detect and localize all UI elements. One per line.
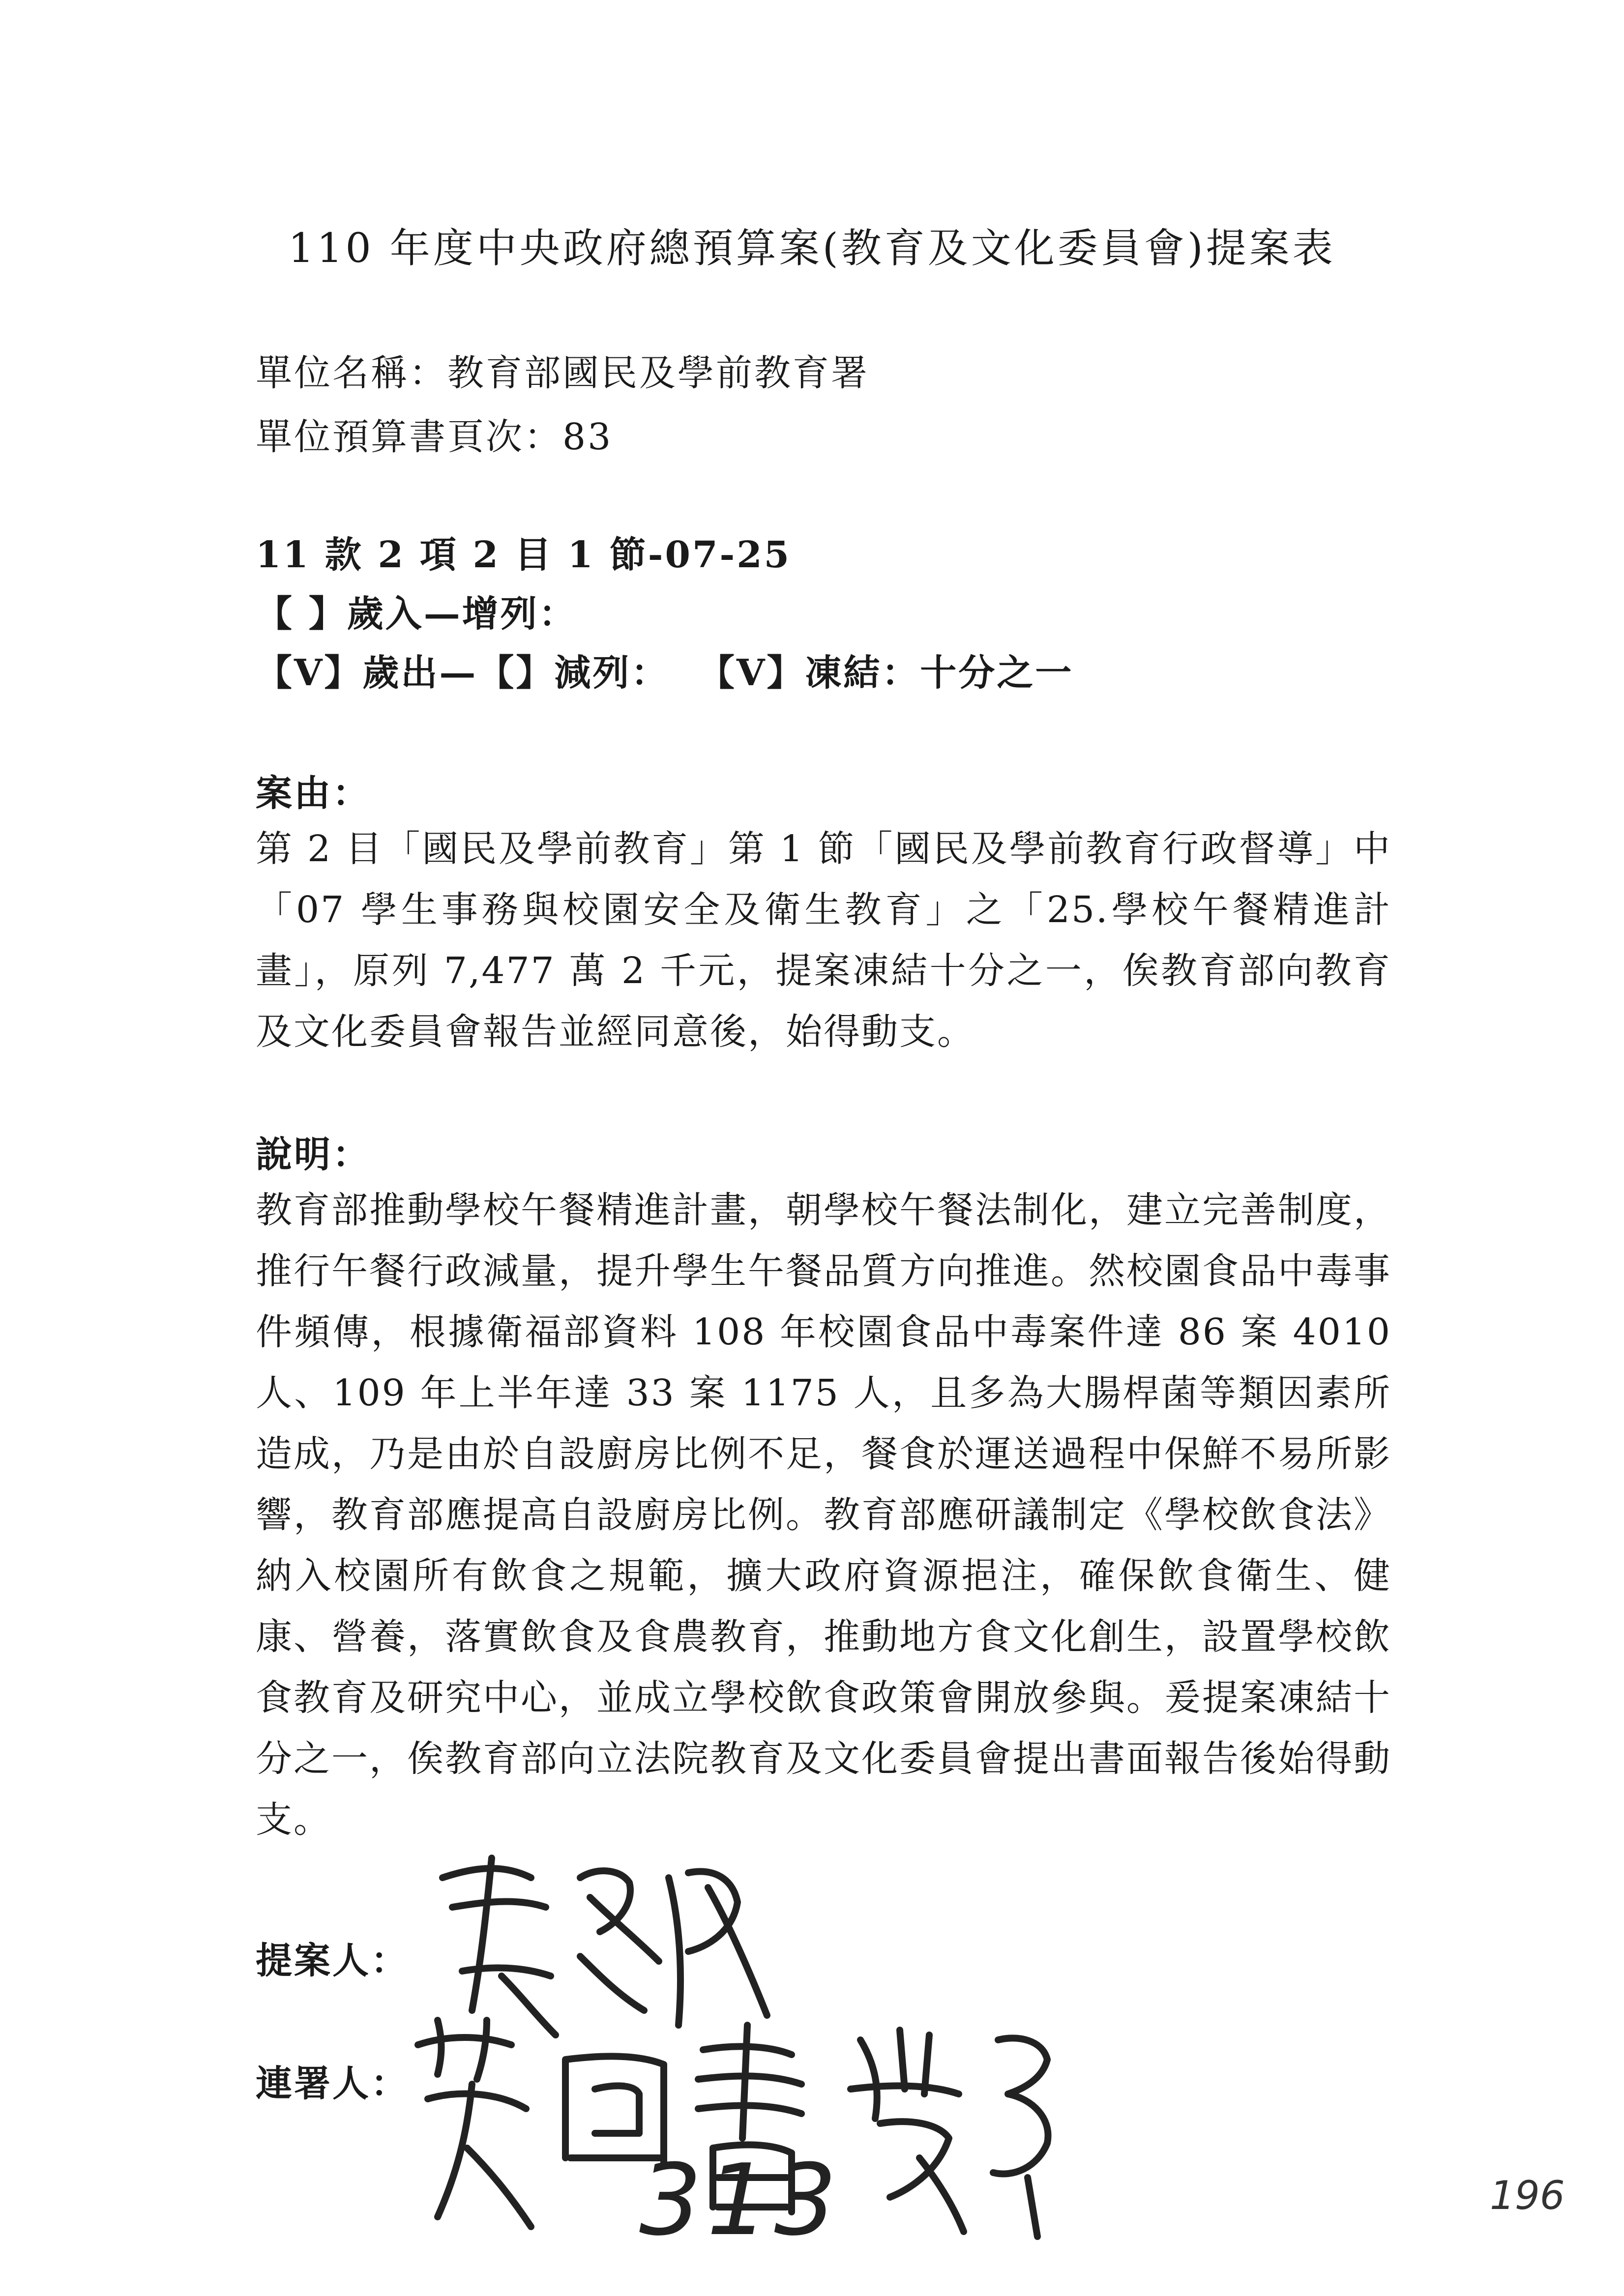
document-title: 110 年度中央政府總預算案(教育及文化委員會)提案表 <box>288 225 1336 272</box>
proposer-label: 提案人： <box>256 1940 409 1982</box>
unit-name: 單位名稱：教育部國民及學前教育署 <box>256 352 869 394</box>
unit-budget-page: 單位預算書頁次：83 <box>256 416 613 458</box>
revenue-line: 【 】歲入—增列： <box>256 593 577 635</box>
handwritten-number: 313 <box>639 2143 842 2258</box>
explanation-text: 教育部推動學校午餐精進計畫，朝學校午餐法制化，建立完善制度，推行午餐行政減量，提升學生午餐品質方向推進。然校園食品中毒事件頻傳，根據衛福部資料 108 年校園食品中毒案件達 86 案 4010 人、109 年上半年達 33 案 1175 人，且多為大腸桿菌等類因素所造成，乃是由於自設廚房比例不足，餐食於運送過程中保鮮不易所影響，教育部應提高自設廚房比例。教育部應研議制定《學校飲食法》納入校園所有飲食之規範，擴大政府資源挹注，確保飲食衛生、健康、營養，落實飲食及食農教育，推動地方食文化創生，設置學校飲食教育及研究中心，並成立學校飲食政策會開放參與。爰提案凍結十分之一，俟教育部向立法院教育及文化委員會提出書面報告後始得動支。 <box>256 1189 1391 1841</box>
page-number: 196 <box>1490 2173 1565 2218</box>
section-code: 11 款 2 項 2 目 1 節-07-25 <box>256 534 792 576</box>
reason-heading: 案由： <box>256 772 371 814</box>
reason-text: 第 2 目「國民及學前教育」第 1 節「國民及學前教育行政督導」中「07 學生事務與校園安全及衛生教育」之「25.學校午餐精進計畫」，原列 7,477 萬 2 千元，提案凍結十分之一，俟教育部向教育及文化委員會報告並經同意後，始得動支。 <box>256 828 1391 1053</box>
expenditure-line: 【V】歲出—【】減列： <box>256 652 670 694</box>
explanation-heading: 說明： <box>256 1133 371 1176</box>
freeze-line: 【V】凍結：十分之一 <box>698 652 1074 694</box>
cosigner-label: 連署人： <box>256 2063 409 2105</box>
